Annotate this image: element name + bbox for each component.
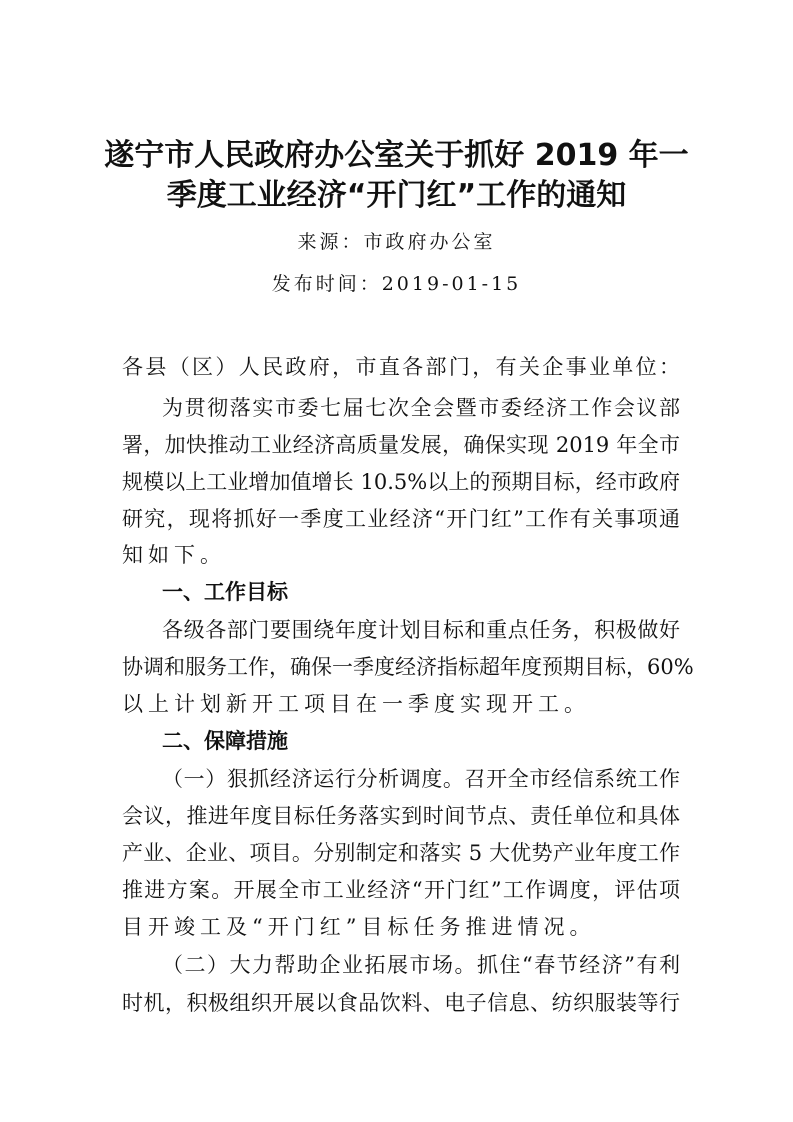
- intro-line: 署，加快推动工业经济高质量发展，确保实现 2019 年全市: [122, 433, 680, 457]
- salutation: 各县（区）人民政府，市直各部门，有关企事业单位：: [122, 355, 680, 379]
- measure-1-line: 产业、企业、项目。分别制定和落实 5 大优势产业年度工作: [122, 841, 680, 865]
- goals-line: 以上计划新开工项目在一季度实现开工。: [122, 692, 590, 716]
- measure-1-line: （一）狠抓经济运行分析调度。召开全市经信系统工作: [162, 767, 680, 791]
- measure-1-line: 目开竣工及“开门红”目标任务推进情况。: [122, 915, 596, 939]
- measure-2-line: （二）大力帮助企业拓展市场。抓住“春节经济”有利: [162, 953, 680, 977]
- publish-time: 发布时间：2019-01-15: [271, 273, 522, 295]
- intro-line: 研究，现将抓好一季度工业经济“开门红”工作有关事项通: [122, 507, 680, 531]
- document-title-line-1: 遂宁市人民政府办公室关于抓好 2019 年一: [104, 138, 689, 173]
- intro-line: 知如下。: [122, 543, 226, 567]
- section-heading-goals: 一、工作目标: [162, 580, 288, 604]
- document-title-line-2: 季度工业经济“开门红”工作的通知: [166, 178, 627, 213]
- source-label: 来源：市政府办公室: [297, 231, 496, 253]
- measure-2-line: 时机，积极组织开展以食品饮料、电子信息、纺织服装等行: [122, 991, 680, 1015]
- section-heading-measures: 二、保障措施: [162, 729, 288, 753]
- measure-1-line: 会议，推进年度目标任务落实到时间节点、责任单位和具体: [122, 804, 680, 828]
- measure-1-line: 推进方案。开展全市工业经济“开门红”工作调度，评估项: [122, 878, 680, 902]
- goals-line: 协调和服务工作，确保一季度经济指标超年度预期目标，60%: [122, 655, 694, 679]
- intro-line: 为贯彻落实市委七届七次全会暨市委经济工作会议部: [162, 396, 680, 420]
- goals-line: 各级各部门要围绕年度计划目标和重点任务，积极做好: [162, 618, 680, 642]
- intro-line: 规模以上工业增加值增长 10.5%以上的预期目标，经市政府: [122, 470, 680, 494]
